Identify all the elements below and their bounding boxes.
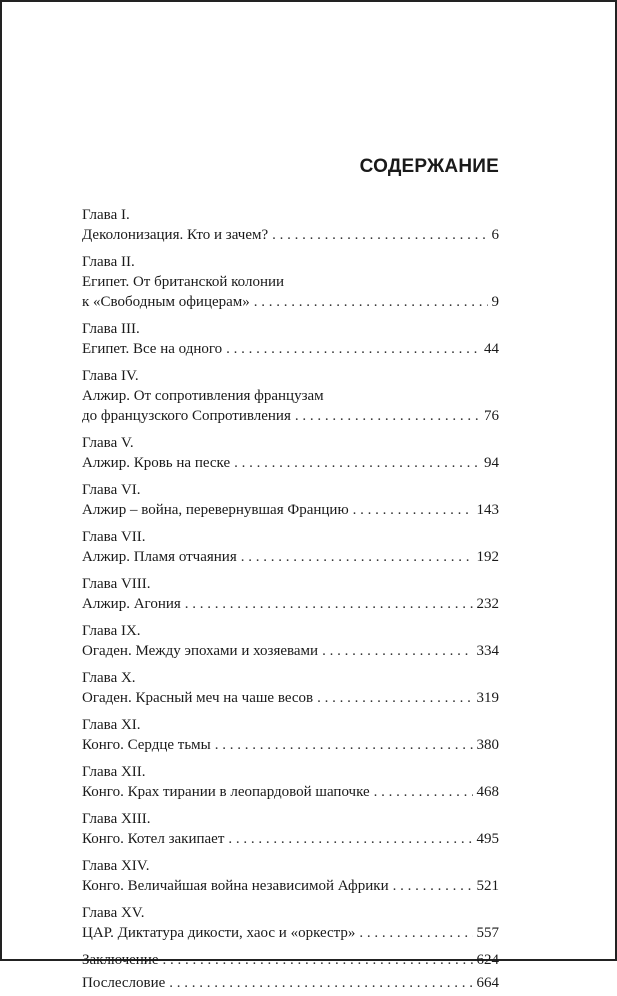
toc-entry xyxy=(82,809,499,849)
toc-title-line xyxy=(82,829,499,849)
toc-title-line xyxy=(82,292,499,312)
chapter-title: Алжир. От сопротивления французам xyxy=(82,388,324,404)
toc-title-line xyxy=(82,688,499,708)
chapter-title: Конго. Крах тирании в леопардовой шапочке xyxy=(82,784,370,800)
toc-title-line-continued xyxy=(82,272,499,292)
toc-entry xyxy=(82,527,499,567)
dot-leader xyxy=(393,876,473,896)
chapter-title: к «Свободным офицерам» xyxy=(82,294,250,310)
dot-leader xyxy=(185,594,473,614)
toc-entry xyxy=(82,433,499,473)
chapter-label: Глава X. xyxy=(82,670,136,686)
toc-title-line xyxy=(82,735,499,755)
dot-leader xyxy=(169,973,472,993)
toc-entry xyxy=(82,621,499,661)
chapter-label: Глава II. xyxy=(82,254,135,270)
page-number: 468 xyxy=(476,784,499,800)
chapter-title: Египет. От британской колонии xyxy=(82,274,285,290)
toc-title-line xyxy=(82,641,499,661)
toc-title-line xyxy=(82,594,499,614)
page-title: СОДЕРЖАНИЕ xyxy=(359,156,499,177)
toc-title-line xyxy=(82,876,499,896)
toc-entry xyxy=(82,574,499,614)
toc-title-line xyxy=(82,547,499,567)
page-number: 94 xyxy=(484,455,499,471)
chapter-title: Алжир. Пламя отчаяния xyxy=(82,549,237,565)
chapter-label: Глава XIV. xyxy=(82,858,150,874)
toc-title-line xyxy=(82,500,499,520)
toc-entry xyxy=(82,715,499,755)
chapter-title: Заключение xyxy=(82,952,159,968)
page-number: 44 xyxy=(484,341,499,357)
toc-title-line xyxy=(82,782,499,802)
toc-title-line xyxy=(82,339,499,359)
toc-entry xyxy=(82,856,499,896)
page-number: 232 xyxy=(476,596,499,612)
page-number: 557 xyxy=(476,925,499,941)
page-number: 9 xyxy=(491,294,499,310)
chapter-label: Глава XI. xyxy=(82,717,141,733)
page-number: 143 xyxy=(476,502,499,518)
chapter-title: Послесловие xyxy=(82,975,166,991)
dot-leader xyxy=(295,406,480,426)
chapter-title: Огаден. Между эпохами и хозяевами xyxy=(82,643,319,659)
dot-leader xyxy=(374,782,473,802)
chapter-label: Глава XV. xyxy=(82,905,145,921)
toc-entry xyxy=(82,252,499,312)
dot-leader xyxy=(234,453,480,473)
chapter-title: Алжир. Кровь на песке xyxy=(82,455,231,471)
dot-leader xyxy=(228,829,472,849)
chapter-label: Глава VI. xyxy=(82,482,141,498)
dot-leader xyxy=(359,923,472,943)
toc-title-line xyxy=(82,225,499,245)
chapter-label: Глава III. xyxy=(82,321,140,337)
chapter-title: Конго. Котел закипает xyxy=(82,831,225,847)
toc-entry xyxy=(82,973,499,993)
toc-entry xyxy=(82,903,499,943)
dot-leader xyxy=(272,225,487,245)
chapter-label: Глава IV. xyxy=(82,368,139,384)
page-number: 664 xyxy=(476,975,499,991)
toc-entry xyxy=(82,950,499,970)
toc-title-line xyxy=(82,923,499,943)
chapter-label: Глава V. xyxy=(82,435,134,451)
toc-title-line xyxy=(82,973,499,993)
table-of-contents xyxy=(82,205,499,996)
chapter-label: Глава VIII. xyxy=(82,576,151,592)
chapter-label: Глава VII. xyxy=(82,529,146,545)
toc-title-line xyxy=(82,453,499,473)
toc-entry xyxy=(82,762,499,802)
toc-title-line xyxy=(82,406,499,426)
page-number: 495 xyxy=(476,831,499,847)
chapter-label: Глава XII. xyxy=(82,764,146,780)
page-number: 192 xyxy=(476,549,499,565)
page-number: 76 xyxy=(484,408,499,424)
dot-leader xyxy=(241,547,473,567)
dot-leader xyxy=(353,500,473,520)
toc-title-line-continued xyxy=(82,386,499,406)
chapter-title: Египет. Все на одного xyxy=(82,341,223,357)
chapter-title: до французского Сопротивления xyxy=(82,408,291,424)
chapter-label: Глава XIII. xyxy=(82,811,151,827)
page-number: 6 xyxy=(491,227,499,243)
toc-entry xyxy=(82,319,499,359)
page-number: 624 xyxy=(476,952,499,968)
toc-entry xyxy=(82,366,499,426)
chapter-label: Глава IX. xyxy=(82,623,141,639)
toc-entry xyxy=(82,480,499,520)
chapter-title: ЦАР. Диктатура дикости, хаос и «оркестр» xyxy=(82,925,356,941)
dot-leader xyxy=(254,292,488,312)
page-number: 319 xyxy=(476,690,499,706)
dot-leader xyxy=(226,339,480,359)
chapter-label: Глава I. xyxy=(82,207,130,223)
dot-leader xyxy=(322,641,472,661)
chapter-title: Конго. Величайшая война независимой Африки xyxy=(82,878,389,894)
toc-title-line xyxy=(82,950,499,970)
chapter-title: Огаден. Красный меч на чаше весов xyxy=(82,690,314,706)
toc-entry xyxy=(82,205,499,245)
chapter-title: Алжир. Агония xyxy=(82,596,181,612)
page-number: 380 xyxy=(476,737,499,753)
page-number: 521 xyxy=(476,878,499,894)
chapter-title: Алжир – война, перевернувшая Францию xyxy=(82,502,349,518)
dot-leader xyxy=(317,688,472,708)
toc-entry xyxy=(82,668,499,708)
dot-leader xyxy=(163,950,473,970)
dot-leader xyxy=(215,735,473,755)
chapter-title: Деколонизация. Кто и зачем? xyxy=(82,227,269,243)
chapter-title: Конго. Сердце тьмы xyxy=(82,737,211,753)
page-number: 334 xyxy=(476,643,499,659)
